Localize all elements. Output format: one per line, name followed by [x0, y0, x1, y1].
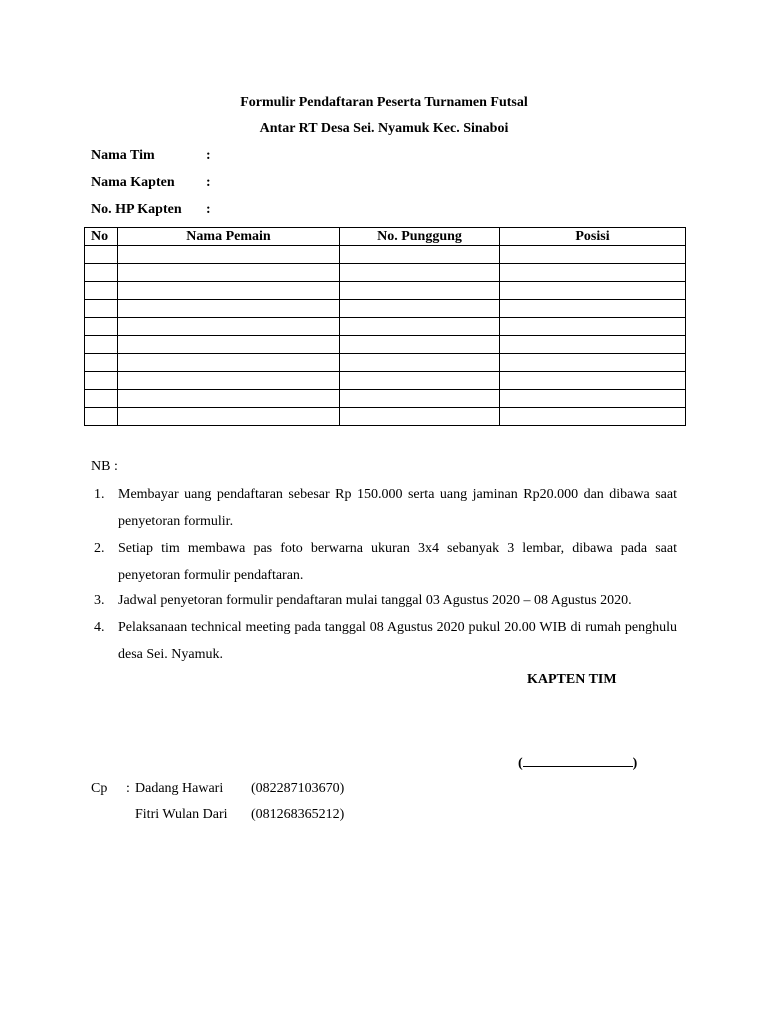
roster-cell-position: [500, 264, 686, 282]
roster-cell-jersey-number: [340, 372, 500, 390]
roster-cell-position: [500, 246, 686, 264]
roster-row: [85, 246, 686, 264]
roster-cell-player-name: [118, 372, 340, 390]
contact-label: Cp: [91, 781, 108, 796]
team-name-label: Nama Tim: [91, 148, 155, 163]
note-item: [91, 614, 677, 668]
note-number: 2.: [94, 541, 105, 556]
captain-phone-label: No. HP Kapten: [91, 202, 182, 217]
roster-cell-no: [85, 336, 118, 354]
roster-header-row: [85, 228, 686, 246]
note-item: [91, 481, 677, 535]
roster-cell-jersey-number: [340, 318, 500, 336]
roster-row: [85, 354, 686, 372]
roster-row: [85, 264, 686, 282]
roster-cell-no: [85, 354, 118, 372]
roster-cell-no: [85, 246, 118, 264]
form-title: Formulir Pendaftaran Peserta Turnamen Futsal: [240, 95, 528, 110]
signature-line: [518, 753, 637, 772]
roster-header-jersey-number: No. Punggung: [340, 228, 500, 246]
roster-cell-position: [500, 408, 686, 426]
note-number: 3.: [94, 593, 105, 608]
note-text: Jadwal penyetoran formulir pendaftaran mulai tanggal 03 Agustus 2020 – 08 Agustus 2020.: [118, 593, 632, 608]
roster-body: [85, 246, 686, 426]
roster-cell-no: [85, 390, 118, 408]
roster-cell-player-name: [118, 300, 340, 318]
roster-cell-no: [85, 264, 118, 282]
roster-row: [85, 318, 686, 336]
contact-name: Fitri Wulan Dari: [135, 807, 228, 822]
roster-row: [85, 300, 686, 318]
roster-row: [85, 282, 686, 300]
contact-name: Dadang Hawari: [135, 781, 224, 796]
roster-cell-jersey-number: [340, 408, 500, 426]
roster-cell-position: [500, 300, 686, 318]
roster-cell-no: [85, 282, 118, 300]
roster-cell-player-name: [118, 408, 340, 426]
roster-cell-no: [85, 372, 118, 390]
roster-cell-no: [85, 318, 118, 336]
note-text: Membayar uang pendaftaran sebesar Rp 150.000 serta uang jaminan Rp20.000 dan dibawa saat penyetoran formulir.: [118, 487, 677, 529]
roster-cell-position: [500, 372, 686, 390]
note-number: 4.: [94, 620, 105, 635]
roster-cell-no: [85, 300, 118, 318]
roster-header-no: No: [85, 228, 118, 246]
roster-cell-player-name: [118, 390, 340, 408]
roster-cell-player-name: [118, 318, 340, 336]
roster-row: [85, 372, 686, 390]
notes-heading: NB :: [91, 459, 118, 474]
contact-row: [0, 781, 768, 801]
roster-cell-player-name: [118, 246, 340, 264]
signature-title: KAPTEN TIM: [527, 672, 617, 687]
roster-row: [85, 390, 686, 408]
form-subtitle: Antar RT Desa Sei. Nyamuk Kec. Sinaboi: [259, 121, 509, 136]
roster-cell-player-name: [118, 282, 340, 300]
roster-header-position: Posisi: [500, 228, 686, 246]
captain-name-field: [91, 175, 211, 191]
player-roster-table: [84, 227, 686, 426]
roster-row: [85, 336, 686, 354]
roster-cell-position: [500, 336, 686, 354]
team-name-field: [91, 148, 211, 164]
roster-cell-player-name: [118, 336, 340, 354]
signature-open-paren: (: [518, 756, 523, 771]
roster-cell-jersey-number: [340, 354, 500, 372]
note-text: Setiap tim membawa pas foto berwarna ukuran 3x4 sebanyak 3 lembar, dibawa pada saat penyetoran formulir pendaftaran.: [118, 541, 677, 583]
contact-colon: :: [126, 781, 130, 796]
captain-name-colon: :: [206, 175, 211, 190]
captain-phone-colon: :: [206, 202, 211, 217]
signature-blank: [523, 753, 633, 767]
roster-cell-no: [85, 408, 118, 426]
roster-cell-jersey-number: [340, 300, 500, 318]
roster-cell-position: [500, 318, 686, 336]
roster-cell-position: [500, 354, 686, 372]
team-name-colon: :: [206, 148, 211, 163]
roster-cell-player-name: [118, 354, 340, 372]
roster-cell-player-name: [118, 264, 340, 282]
note-text: Pelaksanaan technical meeting pada tanggal 08 Agustus 2020 pukul 20.00 WIB di rumah penghulu desa Sei. Nyamuk.: [118, 620, 677, 662]
note-item: [91, 587, 677, 614]
roster-cell-jersey-number: [340, 264, 500, 282]
roster-cell-jersey-number: [340, 336, 500, 354]
roster-cell-position: [500, 282, 686, 300]
contact-row: [0, 807, 768, 827]
note-number: 1.: [94, 487, 105, 502]
roster-row: [85, 408, 686, 426]
captain-phone-field: [91, 202, 211, 218]
note-item: [91, 535, 677, 589]
roster-cell-position: [500, 390, 686, 408]
roster-cell-jersey-number: [340, 390, 500, 408]
roster-cell-jersey-number: [340, 246, 500, 264]
roster-cell-jersey-number: [340, 282, 500, 300]
roster-header-player-name: Nama Pemain: [118, 228, 340, 246]
captain-name-label: Nama Kapten: [91, 175, 175, 190]
contact-phone: (082287103670): [251, 781, 345, 796]
contact-phone: (081268365212): [251, 807, 345, 822]
signature-close-paren: ): [632, 756, 638, 771]
